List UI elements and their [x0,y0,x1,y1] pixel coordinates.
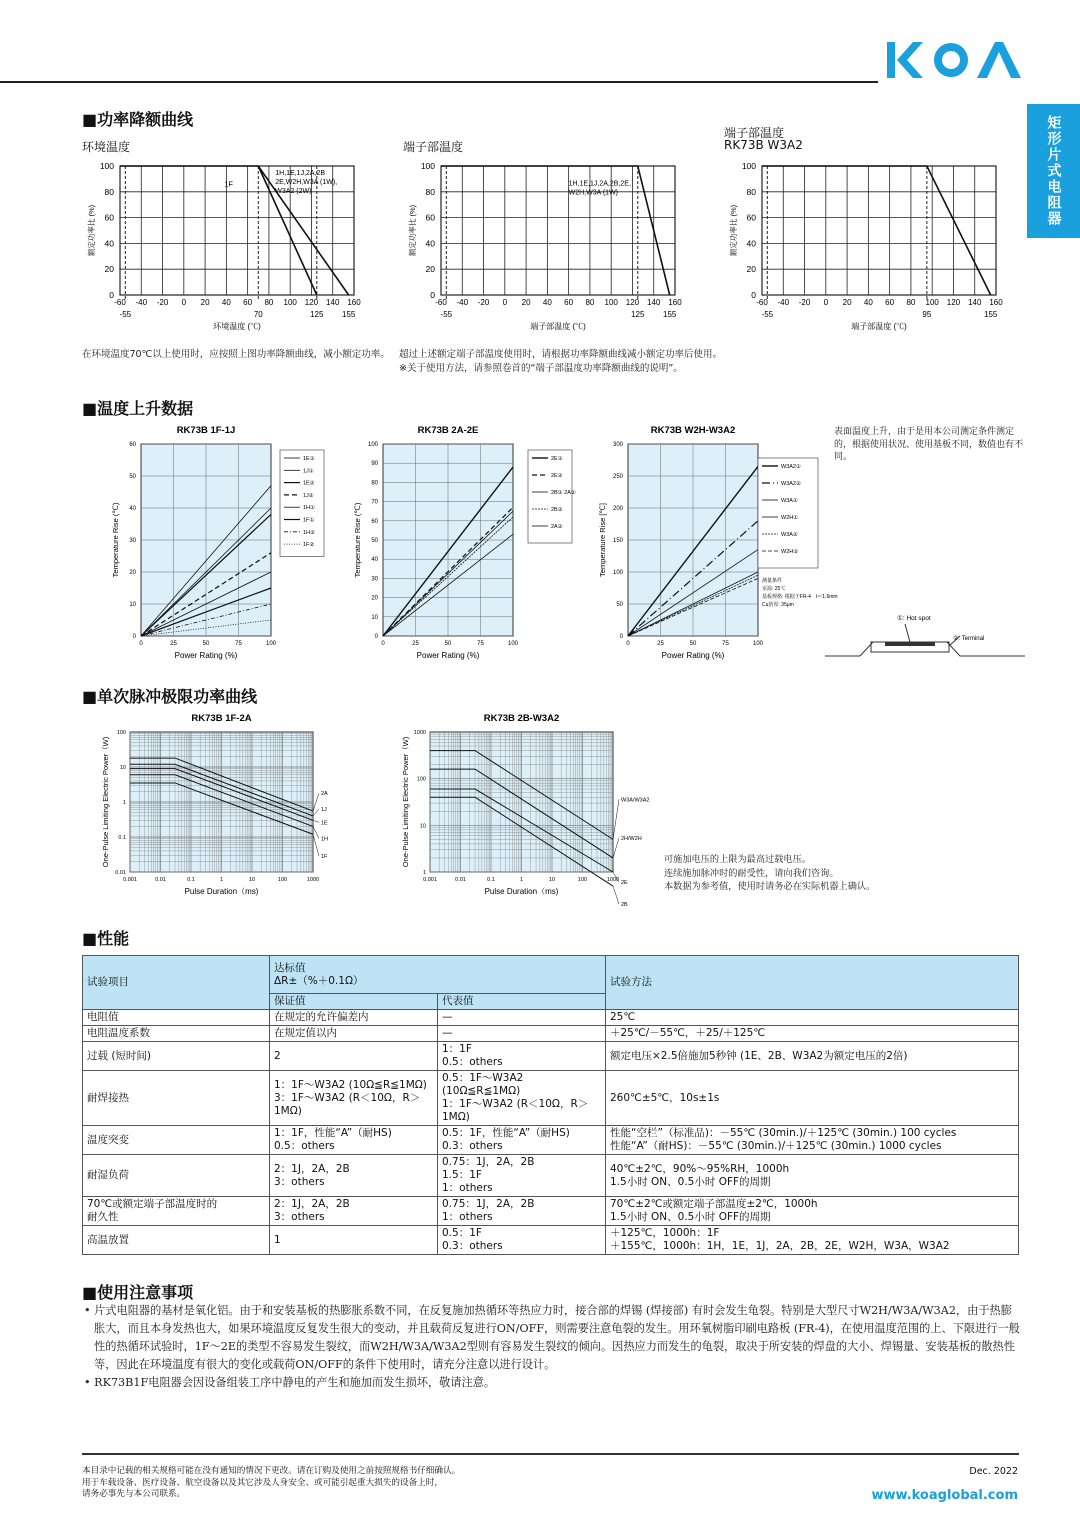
cell-test-item: 电阻温度系数 [83,1026,270,1042]
legend-label: 2E② [551,473,563,479]
y-axis-label: 额定功率比 (%) [408,204,417,257]
footer-url[interactable]: www.koaglobal.com [871,1488,1018,1503]
cell-test-item: 温度突变 [83,1126,270,1155]
y-tick-label: 100 [99,161,114,171]
derating-chart-ambient [82,152,382,337]
x-tick-label: 75 [235,641,242,647]
cell-test-item: 耐湿负荷 [83,1155,270,1197]
y-tick-label: 10 [371,614,378,621]
cell-guaranteed: 1：1F，性能“A”（耐HS) 0.5：others [270,1126,438,1155]
x-tick-label: 10 [248,877,256,883]
y-tick-label: 20 [371,595,378,602]
x-special-tick-label: 95 [922,310,932,319]
y-tick-label: 1 [122,800,126,806]
y-tick-label: 0 [374,634,378,640]
x-tick-label: 80 [906,298,916,307]
y-tick-label: 80 [746,186,756,197]
y-tick-label: 20 [425,264,435,275]
y-tick-label: 20 [746,264,756,275]
y-tick-label: 40 [425,238,435,249]
x-tick-label: 100 [283,298,297,307]
label-leader [613,838,619,858]
y-tick-label: 150 [612,538,623,544]
legend-label: W3A② [781,532,798,538]
y-tick-label: 60 [425,212,435,223]
y-tick-label: 60 [746,212,756,223]
y-tick-label: 10 [119,765,126,771]
header-test-method: 试验方法 [606,956,1019,1010]
x-axis-label: 端子部温度 (℃) [530,322,586,331]
y-tick-label: 100 [116,730,126,736]
y-tick-label: 30 [371,576,378,583]
x-axis-label: 端子部温度 (℃) [851,322,907,331]
y-axis-label: One-Pulse Limiting Electric Power（W) [101,736,110,868]
y-tick-label: 0 [132,634,136,640]
temp-rise-measurement-diagram [825,612,1025,662]
legend-label: 2B② [551,507,563,513]
legend-label: W3A① [781,498,798,504]
x-tick-label: 0.001 [423,877,437,883]
legend-label: 1E① [303,456,315,462]
measurement-condition: 基板规格: 根据于FR-4 t＝1.6mm [762,594,838,600]
legend-label: 1J① [303,468,314,475]
cell-method: 40℃±2℃，90%～95%RH，1000h 1.5小时 ON、0.5小时 OFF的周期 [606,1155,1019,1197]
pulse-note-line-2: 连续施加脉冲时的耐受性，请向我们咨询。 [664,867,839,879]
curve-annotation: 2E,W2H,W3A (1W), [275,179,338,187]
chart-title: RK73B 2B-W3A2 [483,713,560,724]
caution-item-1: • 片式电阻器的基材是氧化铝。由于和安装基板的热膨胀系数不同，在反复施加热循环等热应力时，接合部的焊锡 (焊接部) 有时会发生龟裂。特别是大型尺寸W2H/W3A/W3A2，由于热膨胀大，而且本身发热也大，如果环境温度反复发生很大的变动，并且载荷反复进行ON/OFF，则需要注意龟裂的发生。用环氧树脂印刷电路板 (FR-4)，在使用温度范围的上、下限进行一般性的热循环试验时，1F～2E的类型不容易发生裂纹，而W2H/W3A/W3A2型则有容易发生裂纹的倾向。因热应力而发生的龟裂，取决于所安装的焊盘的大小、焊锡量、安装基板的散热性等，因此在环境温度有很大的变化或载荷ON/OFF的条件下使用时，请充分注意以进行设计。 [84,1304,1020,1371]
x-tick-label: 100 [277,877,288,883]
cell-method: 额定电压×2.5倍施加5秒钟 (1E、2B、W3A2为额定电压的2倍) [606,1042,1019,1071]
x-tick-label: 0 [181,298,187,307]
x-tick-label: 120 [304,298,319,307]
x-tick-label: 0.1 [187,877,195,883]
x-axis-label: Pulse Duration（ms) [484,887,559,896]
y-tick-label: 200 [612,506,623,512]
x-minor-tick-label: -55 [440,310,453,319]
cell-guaranteed: 1 [270,1226,438,1255]
x-tick-label: 140 [647,298,661,307]
y-tick-label: 50 [616,602,623,608]
series-label: 2B [621,902,628,909]
x-tick-label: 120 [946,298,961,307]
x-tick-label: 1 [519,877,524,883]
series-label: 1E [321,820,328,827]
x-tick-label: -20 [156,298,169,307]
y-axis-label: One-Pulse Limiting Electric Power（W) [401,736,410,868]
y-tick-label: 100 [416,776,426,783]
label-leader [613,799,619,839]
x-tick-label: 25 [170,641,177,647]
koa-logo [885,38,1020,82]
x-tick-label: -20 [798,298,811,307]
y-tick-label: 50 [371,538,378,544]
y-tick-label: 100 [420,161,435,171]
legend-label: W2H② [781,549,799,555]
legend-label: W2H① [781,515,799,521]
x-tick-label: 140 [968,298,982,307]
y-tick-label: 1 [422,870,426,876]
y-tick-label: 60 [129,442,136,448]
curve-annotation: W2H,W3A (1W) [568,189,619,197]
legend-box [528,450,572,543]
x-tick-label: 0 [502,298,508,307]
chart-title: RK73B 2A-2E [417,425,479,436]
x-special-tick-label: 155 [663,310,677,319]
y-tick-label: 100 [741,161,756,171]
x-tick-label: -40 [777,298,790,307]
y-tick-label: 40 [129,506,136,512]
x-tick-label: 0.01 [155,877,166,883]
cell-test-item: 电阻值 [83,1010,270,1026]
x-tick-label: 100 [604,298,618,307]
temp-rise-chart-w2h-w3a2 [595,422,838,667]
x-axis-label: Pulse Duration（ms) [184,887,259,896]
x-tick-label: -60 [114,298,126,307]
table-row [83,1071,1019,1126]
y-axis-label: 额定功率比 (%) [87,204,96,257]
table-row [83,1010,1019,1026]
caution-section-title: ■使用注意事项 [82,1283,194,1302]
x-tick-label: 50 [689,641,697,647]
y-tick-label: 20 [104,264,114,275]
x-tick-label: 20 [842,298,852,307]
x-axis-label: Power Rating (%) [661,651,725,660]
legend-label: 2E① [551,456,563,462]
y-tick-label: 0.1 [118,835,126,841]
temp-rise-chart-1f-1j [108,422,328,667]
y-tick-label: 60 [371,518,378,525]
x-tick-label: 40 [542,298,552,307]
x-tick-label: 0 [626,641,630,647]
cell-typical: — [438,1010,606,1026]
cell-method: 260℃±5℃，10s±1s [606,1071,1019,1126]
legend-label: W3A2① [781,464,801,470]
cell-guaranteed: 在规定的允许偏差内 [270,1010,438,1026]
chart-title: RK73B 1F-1J [176,425,236,436]
y-tick-label: 70 [371,499,378,506]
temp-rise-note: 表面温度上升，由于是用本公司测定条件测定的，根据使用状况、使用基板不同，数值也有不同。 [834,427,1024,462]
x-tick-label: 20 [521,298,531,307]
series-label: 2H/W2H [621,835,642,842]
x-tick-label: 0.1 [487,877,495,883]
x-tick-label: 0 [139,641,143,647]
x-special-tick-label: 125 [310,310,324,319]
x-tick-label: 40 [863,298,873,307]
y-tick-label: 20 [129,570,136,576]
x-tick-label: 80 [264,298,274,307]
x-tick-label: -40 [135,298,148,307]
plot-area [441,166,675,295]
cell-guaranteed: 2：1J，2A，2B 3：others [270,1197,438,1226]
y-axis-label: Temperature Rise [℃] [598,503,607,577]
legend-label: 1E② [303,480,315,487]
measurement-condition: 测量条件 [762,578,783,584]
table-row [83,1155,1019,1197]
legend-label: 2B① 2A① [551,490,576,496]
x-tick-label: 60 [243,298,253,307]
derating-chart-terminal [403,152,703,337]
x-minor-tick-label: -55 [119,310,132,319]
x-tick-label: 40 [221,298,231,307]
y-tick-label: 50 [129,474,136,480]
derating-note-terminal-1: 超过上述额定端子部温度使用时，请根据功率降额曲线减小额定功率后使用。 [399,349,723,360]
y-tick-label: 40 [104,238,114,249]
x-tick-label: 0.01 [455,877,466,883]
x-tick-label: 25 [657,641,664,647]
label-leader [313,809,319,816]
x-axis-label: Power Rating (%) [174,651,238,660]
pulse-note-line-1: 可施加电压的上限为最高过载电压。 [664,854,811,865]
x-tick-label: 0.001 [123,877,137,883]
x-tick-label: 120 [625,298,640,307]
legend-label: 1H① [303,505,315,512]
y-tick-label: 1000 [413,730,426,736]
cell-guaranteed: 在规定值以内 [270,1026,438,1042]
y-tick-label: 300 [612,442,623,448]
cell-typical: — [438,1026,606,1042]
x-tick-label: 160 [989,298,1003,307]
header-standard: 达标值 ΔR±（%＋0.1Ω） [270,956,606,994]
derating-note-ambient: 在环境温度70℃以上使用时，应按照上图功率降额曲线，减小额定功率。 [82,349,390,360]
y-tick-label: 90 [371,461,378,468]
cell-method: 25℃ [606,1010,1019,1026]
x-tick-label: 100 [507,641,519,647]
y-tick-label: 0.01 [115,870,126,876]
header-rule [0,81,878,83]
pulse-chart-1f-2a [100,710,360,900]
plot-area [762,166,996,295]
x-tick-label: 50 [444,641,452,647]
table-row [83,1197,1019,1226]
y-axis-label: Temperature Rise (℃) [353,502,362,578]
header-typical: 代表值 [438,994,606,1010]
x-tick-label: 25 [412,641,419,647]
derating-note-terminal-2: ※关于使用方法，请参照卷首的“端子部温度功率降额曲线的说明”。 [399,363,683,374]
series-label: 1H [321,836,329,843]
derating-chart-terminal-w3a2 [724,152,1024,337]
series-label: W3A/W3A2 [621,797,650,804]
x-axis-label: 环境温度 (℃) [213,322,261,331]
x-tick-label: 0 [823,298,829,307]
cell-guaranteed: 1：1F～W3A2 (10Ω≦R≦1MΩ) 3：1F～W3A2 (R＜10Ω，R＞1MΩ) [270,1071,438,1126]
derating-chart3-subtitle2: RK73B W3A2 [724,138,803,152]
y-tick-label: 60 [104,212,114,223]
y-tick-label: 0 [619,634,623,640]
legend-label: 2A② [551,524,563,530]
legend-label: 1J② [303,492,314,499]
label-leader [313,820,319,822]
x-special-tick-label: 125 [631,310,645,319]
x-tick-label: 80 [585,298,595,307]
x-tick-label: 0 [381,641,385,647]
cell-guaranteed: 2 [270,1042,438,1071]
footer-rule [82,1453,1019,1455]
y-tick-label: 10 [129,602,136,608]
y-tick-label: 10 [419,823,426,830]
curve-annotation-1f: 1F [224,179,234,189]
legend-label: W3A2② [781,481,801,487]
terminal-label: ②: Terminal [953,636,985,642]
hot-spot-label: ①: Hot spot [897,615,931,622]
caution-item-2: • RK73B1F电阻器会因设备组装工序中静电的产生和施加而发生损坏，敬请注意。 [84,1376,496,1389]
table-row [83,1226,1019,1255]
x-axis-label: Power Rating (%) [416,651,480,660]
cell-typical: 0.5：1F～W3A2 (10Ω≦R≦1MΩ) 1：1F～W3A2 (R＜10Ω，R＞1MΩ) [438,1071,606,1126]
measurement-condition: 室温: 25℃ [762,586,786,592]
cell-typical: 0.75：1J，2A，2B 1：others [438,1197,606,1226]
derating-chart3-subtitle: 端子部温度 [724,126,785,140]
x-tick-label: 10 [548,877,556,883]
x-tick-label: 160 [668,298,682,307]
y-tick-label: 0 [109,290,114,300]
category-side-tab: 矩形片式电阻器 [1027,104,1080,238]
y-tick-label: 100 [367,442,378,448]
table-row [83,1026,1019,1042]
series-label: 1F [321,854,328,861]
header-guaranteed: 保证值 [270,994,438,1010]
x-tick-label: 100 [577,877,588,883]
legend-label: 1F② [303,542,315,549]
x-tick-label: 75 [722,641,729,647]
label-leader [313,834,319,856]
cell-test-item: 过载 (短时间) [83,1042,270,1071]
x-special-tick-label: 155 [342,310,356,319]
cell-typical: 0.5：1F 0.3：others [438,1226,606,1255]
cell-method: 性能“空栏”（标准品)：－55℃ (30min.)/＋125℃ (30min.) 100 cycles 性能“A”（耐HS)：－55℃ (30min.)/＋125℃ (30min.) 1000 cycles [606,1126,1019,1155]
series-label: 2A [321,791,328,798]
caution-text [82,1302,1022,1392]
series-label: 2E [621,880,628,886]
temp-rise-chart-2a-2e [350,422,575,667]
x-tick-label: 60 [564,298,574,307]
cell-test-item: 70℃或额定端子部温度时的 耐久性 [83,1197,270,1226]
x-tick-label: -60 [756,298,768,307]
chart-title: RK73B 1F-2A [191,713,252,724]
x-minor-tick-label: -55 [761,310,774,319]
header-test-item: 试验项目 [83,956,270,1010]
cell-test-item: 耐焊接热 [83,1071,270,1126]
x-special-tick-label: 70 [253,310,263,319]
x-tick-label: -20 [477,298,490,307]
derating-section-title: ■功率降额曲线 [82,110,194,129]
y-tick-label: 40 [746,238,756,249]
y-tick-label: 250 [612,474,623,480]
cell-method: ＋125℃，1000h：1F ＋155℃，1000h：1H，1E，1J，2A，2B，2E，W2H，W3A，W3A2 [606,1226,1019,1255]
y-tick-label: 30 [129,538,136,544]
y-tick-label: 0 [430,290,435,300]
cell-method: ＋25℃/－55℃，＋25/＋125℃ [606,1026,1019,1042]
y-axis-label: 额定功率比 (%) [729,204,738,257]
y-tick-label: 80 [425,186,435,197]
x-tick-label: 100 [752,641,764,647]
pulse-chart-2b-w3a2 [400,710,660,909]
x-tick-label: 160 [347,298,361,307]
curve-annotation: W3A2 (2W) [275,188,312,196]
cell-typical: 1：1F 0.5：others [438,1042,606,1071]
measurement-condition: Cu箔厚: 35μm [762,602,794,608]
table-row [83,1042,1019,1071]
cell-typical: 0.5：1F，性能“A”（耐HS) 0.3：others [438,1126,606,1155]
legend-box [280,450,324,556]
footer-disclaimer: 本目录中记载的相关规格可能在没有通知的情况下更改。请在订购及使用之前按照规格书仔细确认。 用于车载设备、医疗设备、航空设备以及其它涉及人身安全、或可能引起重大损失的设备上时， 请务必事先与本公司联系。 [82,1466,461,1499]
curve-annotation: 1H,1E,1J,2A,2B [275,170,326,178]
y-tick-label: 80 [104,186,114,197]
footer-date: Dec. 2022 [969,1466,1018,1477]
x-special-tick-label: 155 [984,310,998,319]
y-axis-label: Temperature Rise (℃) [111,502,120,578]
cell-guaranteed: 2：1J，2A，2B 3：others [270,1155,438,1197]
x-tick-label: 50 [202,641,210,647]
x-tick-label: 20 [200,298,210,307]
table-row [83,1126,1019,1155]
cell-typical: 0.75：1J，2A，2B 1.5：1F 1：others [438,1155,606,1197]
x-tick-label: 140 [326,298,340,307]
x-tick-label: 100 [265,641,277,647]
x-tick-label: 1000 [606,877,620,883]
curve-annotation: 1H,1E,1J,2A,2B,2E, [568,180,631,188]
pulse-section-title: ■单次脉冲极限功率曲线 [82,687,258,706]
legend-label: 1F① [303,517,315,524]
series-label: 1J [321,806,327,813]
derating-chart1-subtitle: 环境温度 [82,140,131,154]
performance-table [82,955,1019,1255]
legend-label: 1H② [303,529,315,536]
x-tick-label: 75 [477,641,484,647]
performance-section-title: ■性能 [82,929,130,948]
x-tick-label: 1 [219,877,224,883]
cell-test-item: 高温放置 [83,1226,270,1255]
y-tick-label: 100 [612,570,623,576]
y-tick-label: 0 [751,290,756,300]
derating-chart2-subtitle: 端子部温度 [403,140,464,154]
cell-method: 70℃±2℃或额定端子部温度±2℃，1000h 1.5小时 ON、0.5小时 OFF的周期 [606,1197,1019,1226]
x-tick-label: 100 [925,298,939,307]
x-tick-label: 1000 [306,877,320,883]
y-tick-label: 80 [371,480,378,487]
x-tick-label: -40 [456,298,469,307]
x-tick-label: 60 [885,298,895,307]
pulse-note [664,853,875,894]
chart-title: RK73B W2H-W3A2 [650,425,736,436]
temp-rise-section-title: ■温度上升数据 [82,399,194,418]
x-tick-label: -60 [435,298,447,307]
pulse-note-line-3: 本数据为参考值，使用时请务必在实际机器上确认。 [664,881,876,892]
label-leader [613,886,619,904]
y-tick-label: 40 [371,557,378,564]
label-leader [313,793,319,811]
